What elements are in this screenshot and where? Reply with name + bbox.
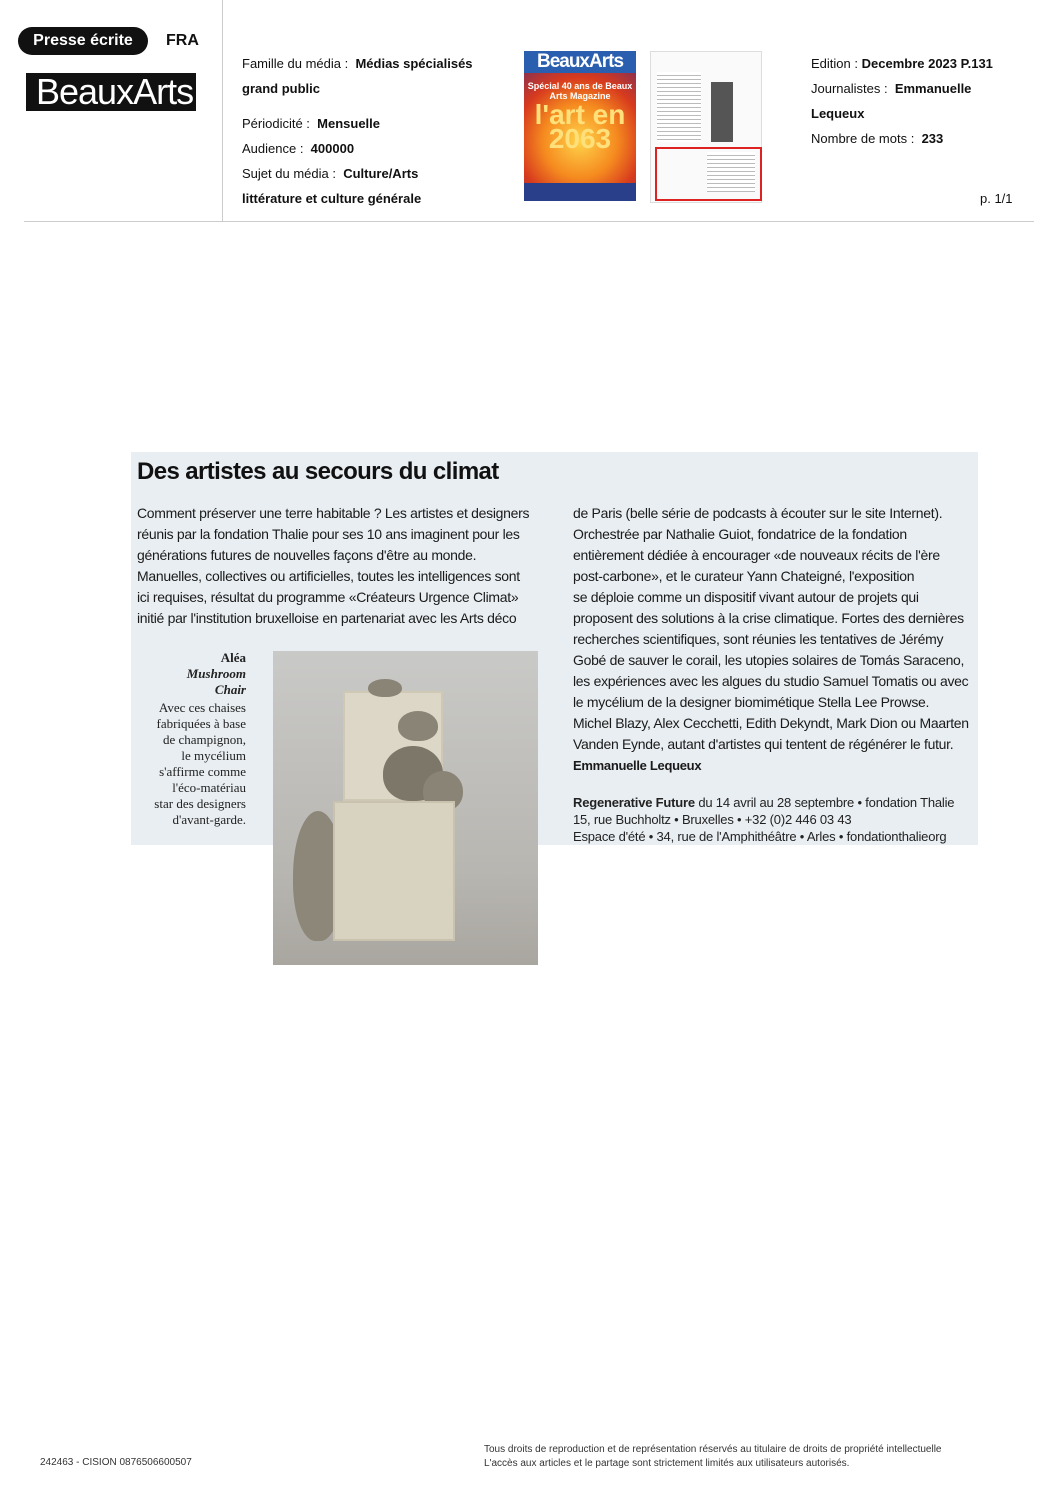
header-divider-vertical xyxy=(222,0,223,221)
text-line: Comment préserver une terre habitable ? Les artistes et designers xyxy=(137,505,530,521)
text-line: de Paris (belle série de podcasts à écouter sur le site Internet). xyxy=(573,505,943,521)
text-line: Michel Blazy, Alex Cecchetti, Edith Dekyndt, Mark Dion ou Maarten xyxy=(573,715,969,731)
beauxarts-logo xyxy=(26,73,196,111)
info-line-2: 15, rue Buchholtz • Bruxelles • +32 (0)2 446 03 43 xyxy=(573,812,852,827)
text-line: proposent des solutions à la crise climatique. Fortes des dernières xyxy=(573,610,964,626)
thumb-photo xyxy=(711,82,733,142)
meta-journalists: Journalistes : Emmanuelle xyxy=(811,81,972,96)
rights-notice xyxy=(484,1443,942,1471)
meta-left xyxy=(242,55,473,215)
photo-caption xyxy=(140,650,246,828)
caption-line: Avec ces chaises xyxy=(158,700,246,715)
meta-edition: Edition : Decembre 2023 P.131 xyxy=(811,56,993,71)
logo-text: BeauxArts xyxy=(36,71,194,112)
meta-word-count: Nombre de mots : 233 xyxy=(811,131,944,146)
cover-headline: l'art en 2063 xyxy=(534,99,626,154)
meta-subject-cont: littérature et culture générale xyxy=(242,191,422,206)
text-line: réunis par la fondation Thalie pour ses 10 ans imaginent pour les xyxy=(137,526,520,542)
exhibition-info xyxy=(573,794,973,845)
text-line: ici requises, résultat du programme «Créateurs Urgence Climat» xyxy=(137,589,519,605)
text-line: Vanden Eynde, autant d'artistes qui tentent de régénérer le futur. xyxy=(573,736,954,752)
rights-line-1: Tous droits de reproduction et de représentation réservés au titulaire de droits de propriété intellectuelle xyxy=(484,1444,942,1455)
text-line: se déploie comme un dispositif vivant autour de projets qui xyxy=(573,589,919,605)
text-line: initié par l'institution bruxelloise en partenariat avec les Arts déco xyxy=(137,610,517,626)
article-title: Des artistes au secours du climat xyxy=(137,458,499,485)
caption-line: d'avant-garde. xyxy=(172,812,246,827)
thumb-highlight xyxy=(655,147,762,201)
caption-title-1: Aléa xyxy=(220,650,246,665)
rights-line-2: L'accès aux articles et le partage sont strictement limités aux utilisateurs autorisés. xyxy=(484,1458,850,1469)
text-line: Manuelles, collectives ou artificielles, toutes les intelligences sont xyxy=(137,568,520,584)
text-line: post-carbone», et le curateur Yann Chateigné, l'exposition xyxy=(573,568,915,584)
meta-right xyxy=(811,55,993,155)
meta-subject: Sujet du média : Culture/Arts xyxy=(242,166,419,181)
mycelium-block-bottom xyxy=(333,801,455,941)
caption-title-3: Chair xyxy=(214,682,246,697)
meta-family-cont: grand public xyxy=(242,81,320,96)
article-page-thumbnail xyxy=(650,51,762,203)
meta-journalists-cont: Lequeux xyxy=(811,106,865,121)
text-line: générations futures de nouvelles façons d'être au monde. xyxy=(137,547,477,563)
meta-audience: Audience : 400000 xyxy=(242,141,355,156)
caption-line: s'affirme comme xyxy=(159,764,246,779)
mushroom-chair-photo xyxy=(273,651,538,965)
cover-masthead: BeauxArts xyxy=(524,51,636,73)
cision-id: 242463 - CISION 0876506600507 xyxy=(40,1457,192,1468)
cover-footer-band xyxy=(524,183,636,201)
caption-line: le mycélium xyxy=(181,748,246,763)
caption-title-2: Mushroom xyxy=(186,666,246,681)
logo-mark xyxy=(28,77,36,107)
magazine-cover xyxy=(524,51,636,201)
meta-family: Famille du média : Médias spécialisés xyxy=(242,56,473,71)
article-column-1 xyxy=(137,503,547,629)
header-divider-horizontal xyxy=(24,221,1034,222)
text-line: le mycélium de la designer biomimétique Stella Lee Prowse. xyxy=(573,694,930,710)
meta-periodicity: Périodicité : Mensuelle xyxy=(242,116,381,131)
media-type-badge: Presse écrite xyxy=(18,27,148,55)
cover-special: Spécial 40 ans de Beaux Arts Magazine xyxy=(527,81,633,101)
mushroom-cluster xyxy=(398,711,438,741)
text-line: entièrement dédiée à encourager «de nouveaux récits de l'ère xyxy=(573,547,940,563)
language-label: FRA xyxy=(166,32,199,49)
article-column-2 xyxy=(573,503,973,776)
text-line: recherches scientifiques, sont réunies les tentatives de Jérémy xyxy=(573,631,944,647)
caption-line: l'éco-matériau xyxy=(172,780,246,795)
caption-line: fabriquées à base xyxy=(156,716,246,731)
exhibition-name: Regenerative Future xyxy=(573,795,695,810)
mushroom-cluster xyxy=(368,679,402,697)
info-line-1: Regenerative Future du 14 avril au 28 septembre • fondation Thalie xyxy=(573,795,955,810)
text-line: Orchestrée par Nathalie Guiot, fondatrice de la fondation xyxy=(573,526,907,542)
text-line: les expériences avec les algues du studio Samuel Tomatis ou avec xyxy=(573,673,969,689)
caption-line: de champignon, xyxy=(162,732,246,747)
thumb-text-col xyxy=(657,72,701,142)
caption-line: star des designers xyxy=(154,796,246,811)
info-line-3: Espace d'été • 34, rue de l'Amphithéâtre • Arles • fondationthalieorg xyxy=(573,829,947,844)
text-line: Gobé de sauver le corail, les utopies solaires de Tomás Saraceno, xyxy=(573,652,965,668)
page-number: p. 1/1 xyxy=(980,191,1013,206)
article-author: Emmanuelle Lequeux xyxy=(573,758,702,773)
